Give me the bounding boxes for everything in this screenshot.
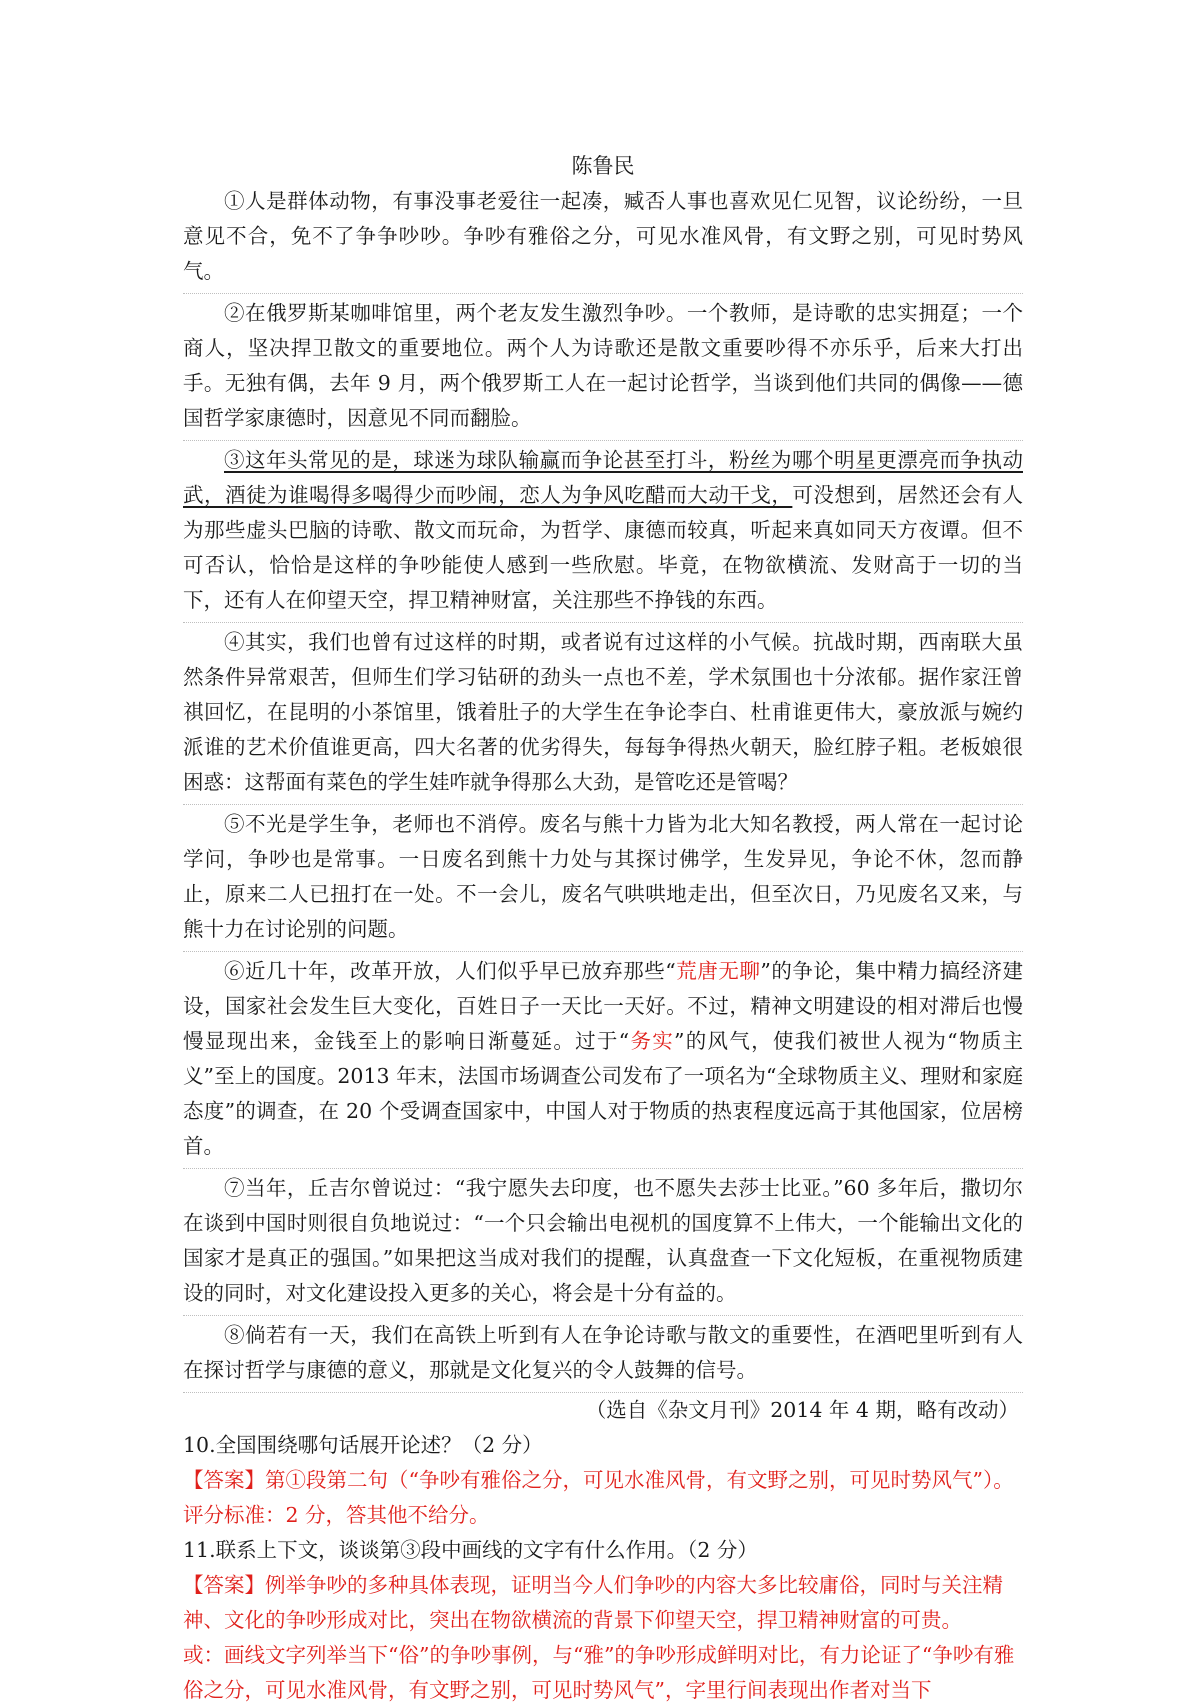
paragraph-6-part-a: ⑥近几十年，改革开放，人们似乎早已放弃那些“ (224, 959, 676, 983)
underlined-sentence: ③这年头常见的是，球迷为球队输赢而争论甚至打斗，粉丝为哪个明星更漂亮而争执动武，酒徒为谁喝得多喝得少而吵闹，恋人为争风吃醋而大动干戈， (183, 448, 1023, 507)
paragraph-3-rest: 可没想到，居然还会有人为那些虚头巴脑的诗歌、散文而玩命，为哲学、康德而较真，听起来真如同天方夜谭。但不可否认，恰恰是这样的争吵能使人感到一些欣慰。毕竟，在物欲横流、发财高于一切的当下，还有人在仰望天空，捍卫精神财富，关注那些不挣钱的东西。 (183, 483, 1024, 612)
paragraph-7: ⑦当年，丘吉尔曾说过：“我宁愿失去印度，也不愿失去莎士比亚。”60 多年后，撒切尔在谈到中国时则很自负地说过：“一个只会输出电视机的国度算不上伟大，一个能输出文化的国家才是真正的强国。”如果把这当成对我们的提醒，认真盘查一下文化短板，在重视物质建设的同时，对文化建设投入更多的关心，将会是十分有益的。 (183, 1171, 1023, 1316)
author-name: 陈鲁民 (571, 154, 635, 178)
answer-11: 【答案】例举争吵的多种具体表现，证明当今人们争吵的内容大多比较庸俗，同时与关注精神、文化的争吵形成对比，突出在物欲横流的背景下仰望天空，捍卫精神财富的可贵。 (183, 1573, 1003, 1632)
question-10: 10.全国围绕哪句话展开论述？（2 分） (183, 1433, 543, 1457)
paragraph-2: ②在俄罗斯某咖啡馆里，两个老友发生激烈争吵。一个教师，是诗歌的忠实拥趸；一个商人，坚决捍卫散文的重要地位。两个人为诗歌还是散文重要吵得不亦乐乎，后来大打出手。无独有偶，去年 9 月，两个俄罗斯工人在一起讨论哲学，当谈到他们共同的偶像——德国哲学家康德时，因意见不同而翻脸。 (183, 296, 1023, 441)
paragraph-6-part-c: ”的风气，使我们被世人视为“物质主义”至上的国度。2013 年末，法国市场调查公司发布了一项名为“全球物质主义、理财和家庭态度”的调查，在 20 个受调查国家中，中国人对于物质的热衷程度远高于其他国家，位居榜首。 (183, 1029, 1024, 1158)
highlight-pragmatic: 务实 (629, 1029, 675, 1053)
answer-11-alternative: 或：画线文字列举当下“俗”的争吵事例，与“雅”的争吵形成鲜明对比，有力论证了“争吵有雅俗之分，可见水准风骨，有文野之别，可见时势风气”，字里行间表现出作者对当下 (183, 1643, 1015, 1702)
article-body (183, 148, 1023, 1708)
paragraph-4: ④其实，我们也曾有过这样的时期，或者说有过这样的小气候。抗战时期，西南联大虽然条件异常艰苦，但师生们学习钻研的劲头一点也不差，学术氛围也十分浓郁。据作家汪曾祺回忆，在昆明的小茶馆里，饿着肚子的大学生在争论李白、杜甫谁更伟大，豪放派与婉约派谁的艺术价值谁更高，四大名著的优劣得失，每每争得热火朝天，脸红脖子粗。老板娘很困惑：这帮面有菜色的学生娃咋就争得那么大劲，是管吃还是管喝？ (183, 625, 1023, 805)
paragraph-6 (183, 954, 1023, 1169)
answer-10-scoring: 评分标准：2 分，答其他不给分。 (183, 1503, 490, 1527)
paragraph-5: ⑤不光是学生争，老师也不消停。废名与熊十力皆为北大知名教授，两人常在一起讨论学问，争吵也是常事。一日废名到熊十力处与其探讨佛学，生发异见，争论不休，忽而静止，原来二人已扭打在一处。不一会儿，废名气哄哄地走出，但至次日，乃见废名又来，与熊十力在讨论别的问题。 (183, 807, 1023, 952)
question-11: 11.联系上下文，谈谈第③段中画线的文字有什么作用。（2 分） (183, 1538, 758, 1562)
source-citation: （选自《杂文月刊》2014 年 4 期，略有改动） (585, 1398, 1019, 1422)
paragraph-6-part-b: ”的争论，集中精力搞经济建设，国家社会发生巨大变化，百姓日子一天比一天好。不过，精神文明建设的相对滞后也慢慢显现出来，金钱至上的影响日渐蔓延。过于“ (183, 959, 1024, 1053)
paragraph-8: ⑧倘若有一天，我们在高铁上听到有人在争论诗歌与散文的重要性，在酒吧里听到有人在探讨哲学与康德的意义，那就是文化复兴的令人鼓舞的信号。 (183, 1318, 1023, 1393)
paragraph-3 (183, 443, 1023, 623)
paragraph-1: ①人是群体动物，有事没事老爱往一起凑，臧否人事也喜欢见仁见智，议论纷纷，一旦意见不合，免不了争争吵吵。争吵有雅俗之分，可见水准风骨，有文野之别，可见时势风气。 (183, 184, 1023, 294)
highlight-absurd: 荒唐无聊 (675, 959, 761, 983)
answer-10: 【答案】第①段第二句（“争吵有雅俗之分，可见水准风骨，有文野之别，可见时势风气”）。 (183, 1468, 1014, 1492)
